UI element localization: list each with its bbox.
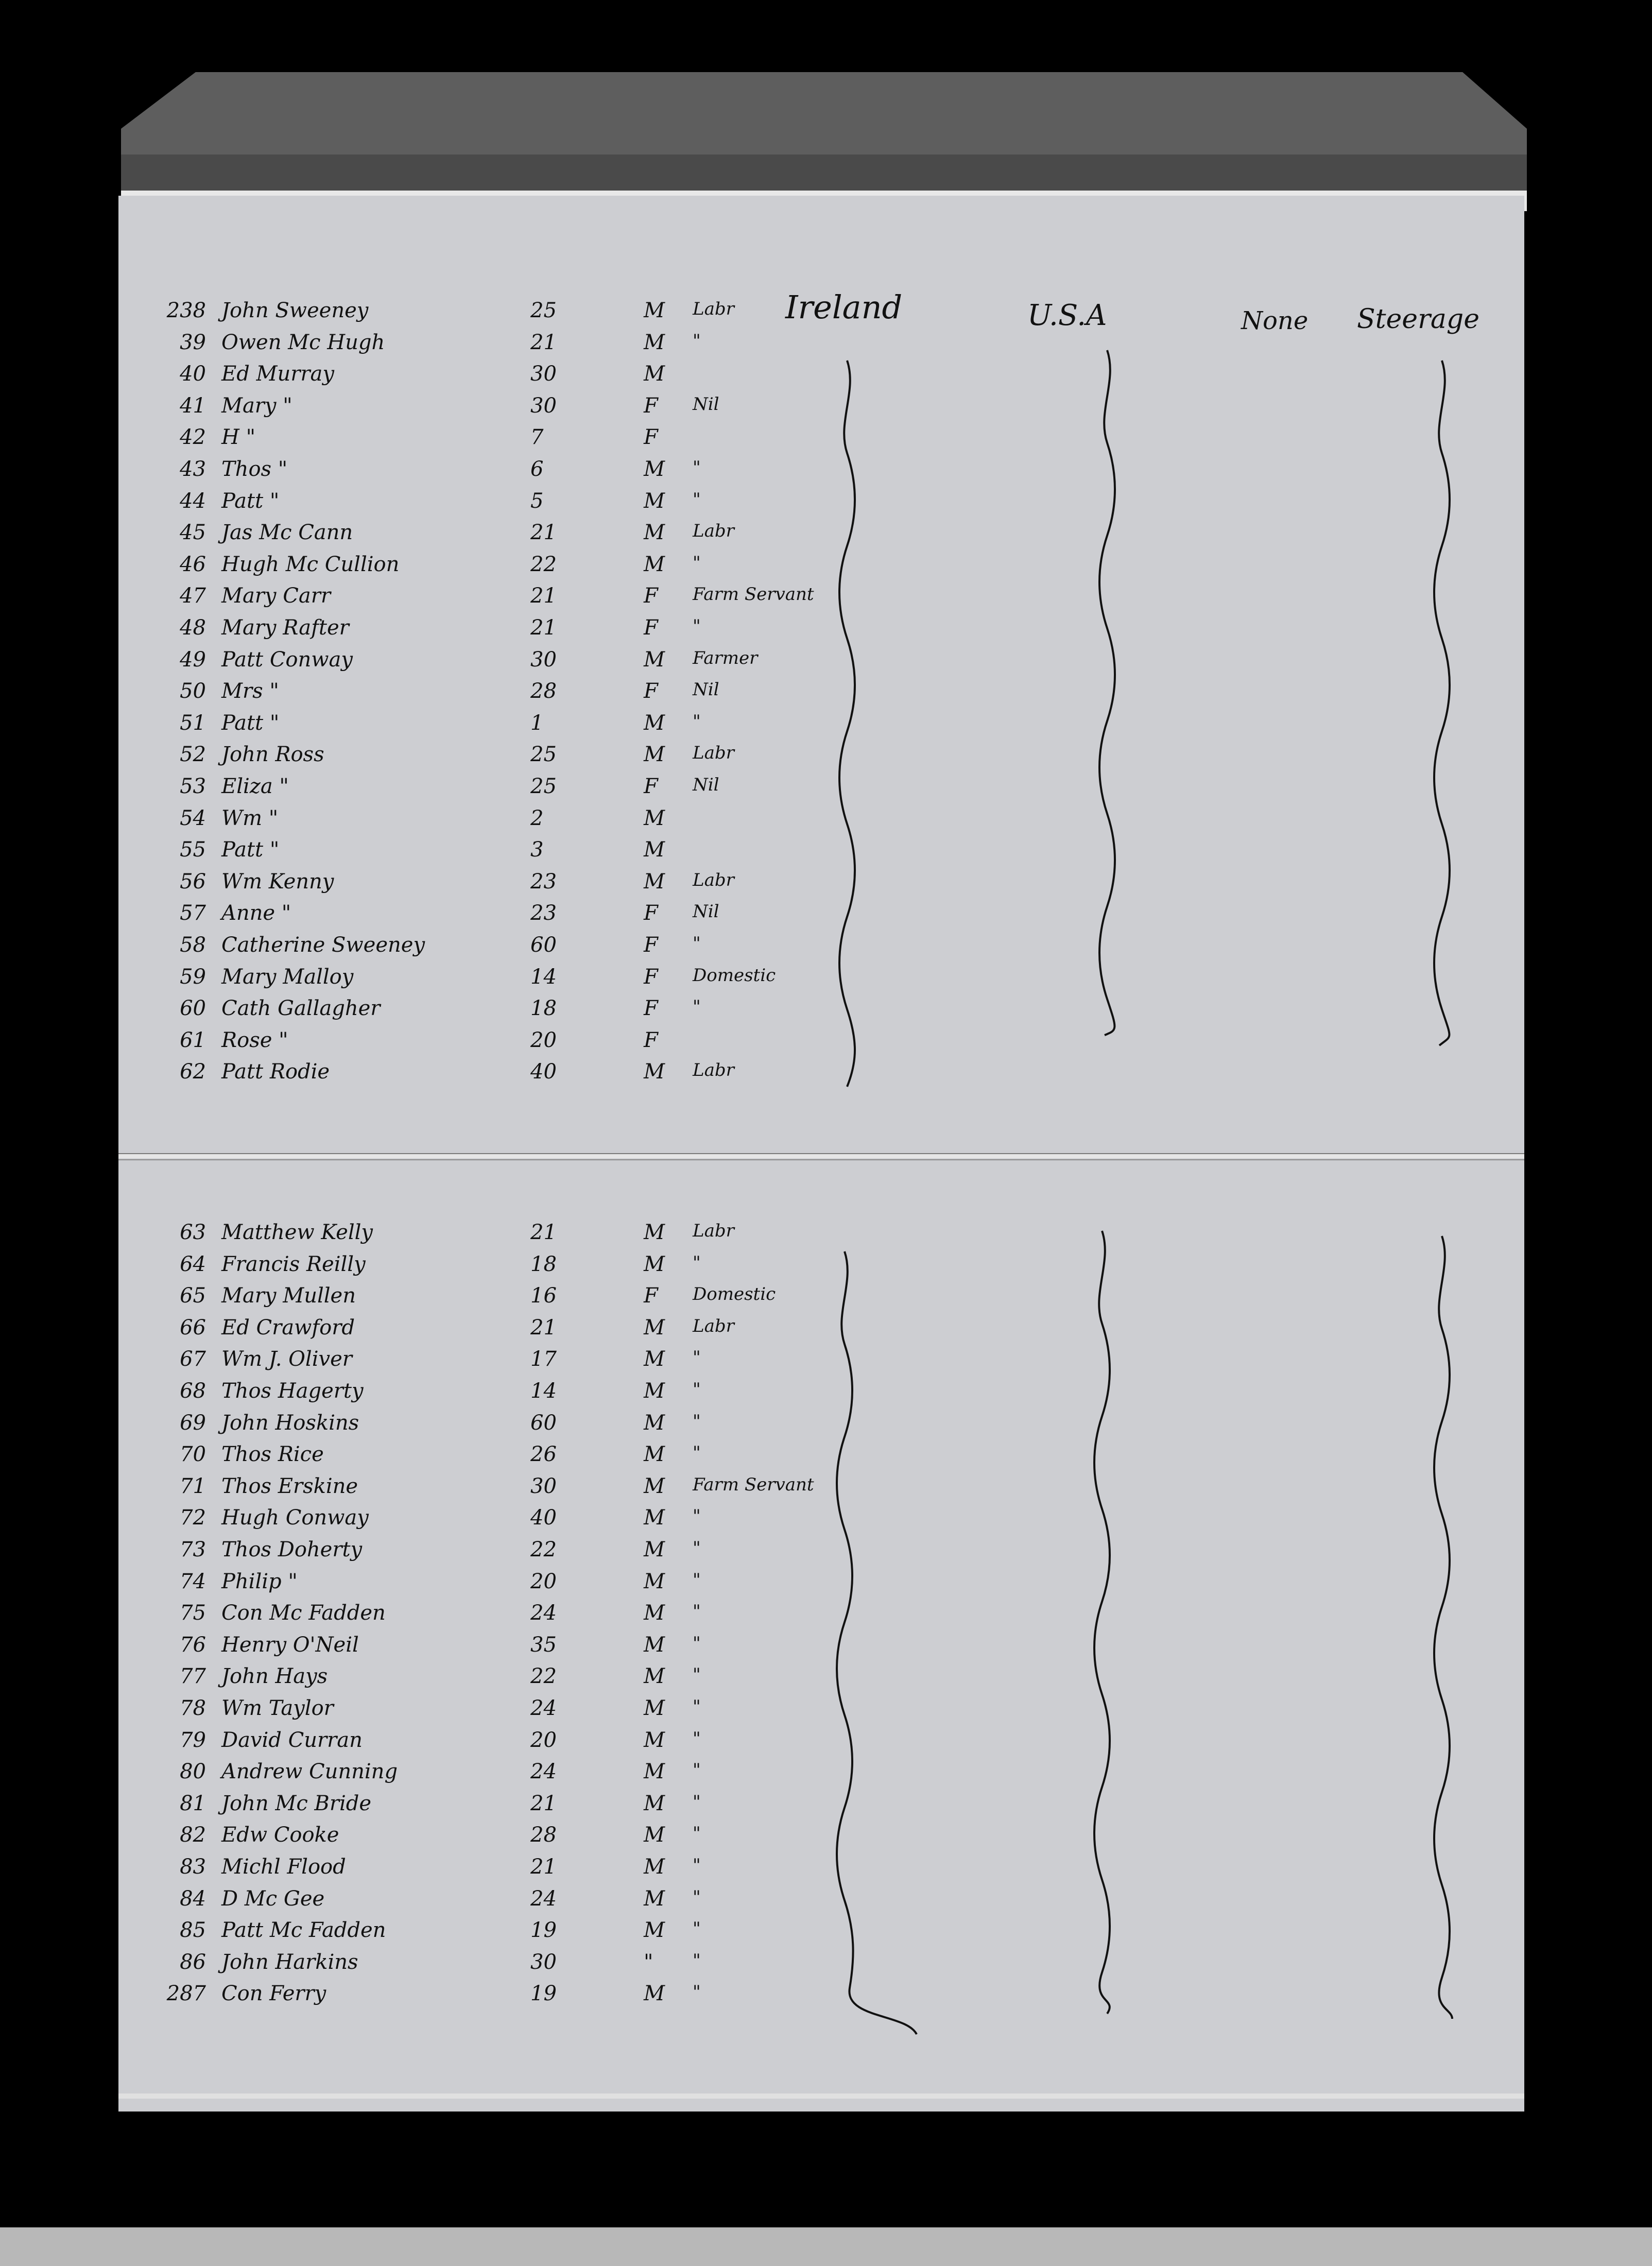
passenger-name: Con Ferry bbox=[221, 1982, 326, 2005]
list-item bbox=[149, 394, 819, 426]
passenger-occupation: " bbox=[693, 1950, 701, 1971]
passenger-sex: M bbox=[644, 1887, 665, 1911]
passenger-occupation: Labr bbox=[693, 870, 734, 890]
entry-number: 287 bbox=[166, 1982, 206, 2005]
passenger-occupation: Nil bbox=[693, 901, 719, 922]
entry-number: 83 bbox=[180, 1855, 206, 1879]
passenger-name: Thos Doherty bbox=[221, 1538, 363, 1561]
passenger-sex: M bbox=[644, 806, 665, 830]
entry-number: 77 bbox=[180, 1664, 206, 1688]
list-item bbox=[149, 838, 819, 870]
passenger-sex: M bbox=[644, 1823, 665, 1847]
passenger-sex: F bbox=[644, 775, 658, 798]
passenger-name: Andrew Cunning bbox=[221, 1760, 398, 1783]
passenger-occupation: " bbox=[693, 1347, 701, 1368]
passenger-age: 22 bbox=[530, 553, 557, 576]
passenger-name: John Mc Bride bbox=[221, 1792, 372, 1815]
passenger-occupation: " bbox=[693, 553, 701, 573]
list-item bbox=[149, 1855, 819, 1887]
passenger-name: Anne " bbox=[221, 901, 291, 925]
list-item bbox=[149, 1411, 819, 1443]
passenger-age: 22 bbox=[530, 1538, 557, 1561]
list-item bbox=[149, 299, 819, 331]
list-item bbox=[149, 1252, 819, 1284]
passenger-sex: M bbox=[644, 648, 665, 672]
passenger-age: 30 bbox=[530, 1950, 557, 1974]
passenger-age: 23 bbox=[530, 901, 557, 925]
list-item bbox=[149, 1664, 819, 1696]
passenger-occupation: " bbox=[693, 1443, 701, 1463]
list-item bbox=[149, 1221, 819, 1252]
list-item bbox=[149, 1823, 819, 1855]
list-item bbox=[149, 1728, 819, 1760]
entry-number: 74 bbox=[180, 1570, 206, 1593]
passenger-sex: M bbox=[644, 521, 665, 544]
passenger-name: Francis Reilly bbox=[221, 1252, 366, 1276]
passenger-sex: F bbox=[644, 679, 658, 703]
list-item bbox=[149, 1950, 819, 1982]
passenger-sex: M bbox=[644, 1570, 665, 1593]
passenger-sex: F bbox=[644, 965, 658, 989]
passenger-sex: M bbox=[644, 1060, 665, 1084]
list-item bbox=[149, 1538, 819, 1570]
passenger-name: Ed Crawford bbox=[221, 1316, 355, 1340]
passenger-name: Mary Malloy bbox=[221, 965, 354, 989]
passenger-occupation: Labr bbox=[693, 1221, 734, 1241]
passenger-sex: F bbox=[644, 997, 658, 1020]
passenger-sex: M bbox=[644, 1982, 665, 2005]
passenger-sex: " bbox=[644, 1950, 653, 1974]
passenger-age: 21 bbox=[530, 1855, 557, 1879]
passenger-sex: M bbox=[644, 362, 665, 386]
header-destination: U.S.A bbox=[1027, 299, 1107, 332]
passenger-name: Rose " bbox=[221, 1028, 288, 1052]
passenger-name: John Ross bbox=[221, 743, 324, 766]
passenger-occupation: Farmer bbox=[693, 648, 758, 668]
passenger-name: Wm Kenny bbox=[221, 870, 334, 894]
passenger-sex: M bbox=[644, 870, 665, 894]
passenger-name: Patt " bbox=[221, 711, 280, 735]
passenger-occupation: " bbox=[693, 1379, 701, 1400]
passenger-sex: M bbox=[644, 1792, 665, 1815]
entry-number: 63 bbox=[180, 1221, 206, 1244]
passenger-sex: M bbox=[644, 1918, 665, 1942]
list-item bbox=[149, 933, 819, 965]
passenger-age: 16 bbox=[530, 1284, 557, 1308]
list-item bbox=[149, 870, 819, 902]
entry-number: 39 bbox=[180, 331, 206, 354]
passenger-occupation: Farm Servant bbox=[693, 584, 814, 605]
list-item bbox=[149, 616, 819, 648]
passenger-sex: M bbox=[644, 1252, 665, 1276]
list-item bbox=[149, 775, 819, 806]
passenger-occupation: " bbox=[693, 997, 701, 1017]
passenger-sex: M bbox=[644, 1760, 665, 1783]
header-country: Ireland bbox=[785, 288, 903, 326]
passenger-age: 19 bbox=[530, 1982, 557, 2005]
passenger-sex: F bbox=[644, 584, 658, 608]
passenger-age: 40 bbox=[530, 1060, 557, 1084]
entry-number: 55 bbox=[180, 838, 206, 862]
list-item bbox=[149, 711, 819, 743]
passenger-occupation: Labr bbox=[693, 299, 734, 319]
passenger-name: John Hoskins bbox=[221, 1411, 359, 1435]
passenger-sex: M bbox=[644, 1316, 665, 1340]
passenger-name: H " bbox=[221, 425, 255, 449]
passenger-name: Patt " bbox=[221, 489, 280, 513]
entry-number: 84 bbox=[180, 1887, 206, 1911]
passenger-age: 26 bbox=[530, 1443, 557, 1466]
passenger-age: 24 bbox=[530, 1601, 557, 1625]
passenger-name: Eliza " bbox=[221, 775, 289, 798]
entry-number: 61 bbox=[180, 1028, 206, 1052]
passenger-name: Owen Mc Hugh bbox=[221, 331, 385, 354]
passenger-sex: M bbox=[644, 743, 665, 766]
entry-number: 81 bbox=[180, 1792, 206, 1815]
passenger-sex: M bbox=[644, 457, 665, 481]
passenger-age: 14 bbox=[530, 1379, 557, 1403]
entry-number: 60 bbox=[180, 997, 206, 1020]
list-item bbox=[149, 1379, 819, 1411]
entry-number: 51 bbox=[180, 711, 206, 735]
list-item bbox=[149, 1474, 819, 1506]
passenger-age: 25 bbox=[530, 299, 557, 322]
passenger-occupation: Nil bbox=[693, 679, 719, 700]
passenger-occupation: " bbox=[693, 1411, 701, 1432]
entry-number: 80 bbox=[180, 1760, 206, 1783]
entry-number: 40 bbox=[180, 362, 206, 386]
passenger-occupation: Domestic bbox=[693, 1284, 776, 1304]
passenger-name: Wm J. Oliver bbox=[221, 1347, 352, 1371]
list-item bbox=[149, 965, 819, 997]
passenger-name: John Sweeney bbox=[221, 299, 369, 322]
passenger-name: Wm Taylor bbox=[221, 1696, 334, 1720]
passenger-sex: M bbox=[644, 1379, 665, 1403]
passenger-sex: M bbox=[644, 1221, 665, 1244]
passenger-occupation: " bbox=[693, 616, 701, 637]
entry-number: 76 bbox=[180, 1633, 206, 1657]
passenger-occupation: " bbox=[693, 1252, 701, 1273]
passenger-name: Jas Mc Cann bbox=[221, 521, 353, 544]
list-item bbox=[149, 521, 819, 553]
passenger-age: 17 bbox=[530, 1347, 557, 1371]
passenger-sex: M bbox=[644, 1443, 665, 1466]
entry-number: 85 bbox=[180, 1918, 206, 1942]
list-item bbox=[149, 553, 819, 585]
passenger-occupation: " bbox=[693, 1760, 701, 1780]
entry-number: 58 bbox=[180, 933, 206, 957]
entry-number: 68 bbox=[180, 1379, 206, 1403]
list-item bbox=[149, 1887, 819, 1919]
passenger-name: Philip " bbox=[221, 1570, 298, 1593]
list-item bbox=[149, 1443, 819, 1474]
passenger-age: 60 bbox=[530, 1411, 557, 1435]
passenger-occupation: Domestic bbox=[693, 965, 776, 986]
entry-number: 69 bbox=[180, 1411, 206, 1435]
passenger-name: Mary Rafter bbox=[221, 616, 349, 640]
passenger-sex: M bbox=[644, 553, 665, 576]
passenger-occupation: " bbox=[693, 1696, 701, 1717]
passenger-occupation: " bbox=[693, 1506, 701, 1526]
passenger-name: Patt Rodie bbox=[221, 1060, 330, 1084]
passenger-age: 24 bbox=[530, 1887, 557, 1911]
list-item bbox=[149, 1570, 819, 1602]
entry-number: 59 bbox=[180, 965, 206, 989]
entry-number: 78 bbox=[180, 1696, 206, 1720]
passenger-age: 30 bbox=[530, 362, 557, 386]
passenger-occupation: " bbox=[693, 489, 701, 510]
list-item bbox=[149, 362, 819, 394]
passenger-occupation: Labr bbox=[693, 521, 734, 541]
passenger-age: 21 bbox=[530, 331, 557, 354]
passenger-age: 30 bbox=[530, 394, 557, 418]
list-item bbox=[149, 1284, 819, 1316]
passenger-age: 28 bbox=[530, 1823, 557, 1847]
passenger-sex: M bbox=[644, 1696, 665, 1720]
list-item bbox=[149, 1060, 819, 1092]
passenger-age: 20 bbox=[530, 1028, 557, 1052]
entry-number: 82 bbox=[180, 1823, 206, 1847]
entry-number: 52 bbox=[180, 743, 206, 766]
passenger-age: 18 bbox=[530, 1252, 557, 1276]
passenger-name: Michl Flood bbox=[221, 1855, 346, 1879]
header-class: Steerage bbox=[1357, 304, 1479, 335]
passenger-name: Cath Gallagher bbox=[221, 997, 381, 1020]
passenger-age: 24 bbox=[530, 1696, 557, 1720]
entry-number: 43 bbox=[180, 457, 206, 481]
entry-number: 50 bbox=[180, 679, 206, 703]
passenger-name: Hugh Conway bbox=[221, 1506, 369, 1530]
passenger-name: Patt Conway bbox=[221, 648, 353, 672]
passenger-age: 21 bbox=[530, 1792, 557, 1815]
passenger-occupation: Nil bbox=[693, 775, 719, 795]
passenger-age: 25 bbox=[530, 775, 557, 798]
list-item bbox=[149, 1792, 819, 1824]
passenger-name: Edw Cooke bbox=[221, 1823, 339, 1847]
entry-number: 238 bbox=[166, 299, 206, 322]
passenger-age: 24 bbox=[530, 1760, 557, 1783]
entry-number: 66 bbox=[180, 1316, 206, 1340]
list-item bbox=[149, 331, 819, 363]
passenger-name: John Harkins bbox=[221, 1950, 358, 1974]
passenger-name: Mary Mullen bbox=[221, 1284, 356, 1308]
passenger-age: 2 bbox=[530, 806, 544, 830]
passenger-occupation: " bbox=[693, 711, 701, 732]
passenger-occupation: " bbox=[693, 1982, 701, 2002]
passenger-occupation: " bbox=[693, 1664, 701, 1685]
list-item bbox=[149, 1316, 819, 1348]
passenger-name: Mary Carr bbox=[221, 584, 331, 608]
passenger-occupation: " bbox=[693, 1887, 701, 1908]
entry-number: 79 bbox=[180, 1728, 206, 1752]
passenger-sex: M bbox=[644, 1411, 665, 1435]
passenger-age: 30 bbox=[530, 1474, 557, 1498]
passenger-sex: M bbox=[644, 1538, 665, 1561]
list-item bbox=[149, 1760, 819, 1792]
passenger-sex: M bbox=[644, 1474, 665, 1498]
list-item bbox=[149, 1601, 819, 1633]
passenger-occupation: Labr bbox=[693, 1316, 734, 1336]
passenger-age: 25 bbox=[530, 743, 557, 766]
passenger-sex: F bbox=[644, 1284, 658, 1308]
passenger-age: 30 bbox=[530, 648, 557, 672]
entry-number: 75 bbox=[180, 1601, 206, 1625]
entry-number: 64 bbox=[180, 1252, 206, 1276]
passenger-occupation: Nil bbox=[693, 394, 719, 415]
passenger-occupation: " bbox=[693, 1601, 701, 1622]
passenger-age: 18 bbox=[530, 997, 557, 1020]
entry-number: 62 bbox=[180, 1060, 206, 1084]
passenger-occupation: " bbox=[693, 457, 701, 478]
passenger-name: Thos Rice bbox=[221, 1443, 324, 1466]
entry-number: 45 bbox=[180, 521, 206, 544]
passenger-name: John Hays bbox=[221, 1664, 328, 1688]
passenger-age: 6 bbox=[530, 457, 544, 481]
entry-number: 71 bbox=[180, 1474, 206, 1498]
entry-number: 72 bbox=[180, 1506, 206, 1530]
passenger-name: Matthew Kelly bbox=[221, 1221, 373, 1244]
list-item bbox=[149, 1918, 819, 1950]
list-item bbox=[149, 425, 819, 457]
passenger-occupation: " bbox=[693, 1823, 701, 1844]
entry-number: 73 bbox=[180, 1538, 206, 1561]
passenger-sex: M bbox=[644, 489, 665, 513]
list-item bbox=[149, 901, 819, 933]
list-item bbox=[149, 457, 819, 489]
passenger-name: Mary " bbox=[221, 394, 292, 418]
passenger-age: 21 bbox=[530, 521, 557, 544]
passenger-occupation: " bbox=[693, 1918, 701, 1939]
passenger-occupation: " bbox=[693, 1855, 701, 1876]
passenger-occupation: " bbox=[693, 1728, 701, 1749]
passenger-sex: M bbox=[644, 1633, 665, 1657]
passenger-name: Thos " bbox=[221, 457, 288, 481]
passenger-name: Patt " bbox=[221, 838, 280, 862]
entry-number: 46 bbox=[180, 553, 206, 576]
list-item bbox=[149, 743, 819, 775]
entry-number: 44 bbox=[180, 489, 206, 513]
passenger-name: Ed Murray bbox=[221, 362, 334, 386]
list-item bbox=[149, 1696, 819, 1728]
passenger-sex: M bbox=[644, 1664, 665, 1688]
passenger-age: 1 bbox=[530, 711, 544, 735]
list-item bbox=[149, 806, 819, 838]
passenger-sex: M bbox=[644, 711, 665, 735]
passenger-sex: F bbox=[644, 933, 658, 957]
passenger-age: 21 bbox=[530, 1316, 557, 1340]
passenger-age: 40 bbox=[530, 1506, 557, 1530]
passenger-name: Mrs " bbox=[221, 679, 279, 703]
passenger-name: Thos Erskine bbox=[221, 1474, 358, 1498]
passenger-name: Con Mc Fadden bbox=[221, 1601, 386, 1625]
passenger-age: 5 bbox=[530, 489, 544, 513]
passenger-name: David Curran bbox=[221, 1728, 363, 1752]
passenger-occupation: Labr bbox=[693, 1060, 734, 1080]
entry-number: 42 bbox=[180, 425, 206, 449]
list-item bbox=[149, 584, 819, 616]
list-item bbox=[149, 489, 819, 521]
list-item bbox=[149, 1633, 819, 1665]
list-item bbox=[149, 1028, 819, 1060]
entry-number: 65 bbox=[180, 1284, 206, 1308]
passenger-occupation: " bbox=[693, 933, 701, 954]
list-item bbox=[149, 1506, 819, 1538]
passenger-occupation: " bbox=[693, 1792, 701, 1812]
passenger-sex: M bbox=[644, 331, 665, 354]
passenger-sex: M bbox=[644, 1506, 665, 1530]
passenger-age: 19 bbox=[530, 1918, 557, 1942]
passenger-occupation: " bbox=[693, 1538, 701, 1558]
passenger-sex: F bbox=[644, 1028, 658, 1052]
passenger-age: 14 bbox=[530, 965, 557, 989]
passenger-name: Thos Hagerty bbox=[221, 1379, 364, 1403]
passenger-age: 21 bbox=[530, 616, 557, 640]
passenger-occupation: Labr bbox=[693, 743, 734, 763]
passenger-age: 35 bbox=[530, 1633, 557, 1657]
passenger-name: Catherine Sweeney bbox=[221, 933, 425, 957]
entry-number: 56 bbox=[180, 870, 206, 894]
passenger-age: 22 bbox=[530, 1664, 557, 1688]
entry-number: 54 bbox=[180, 806, 206, 830]
passenger-sex: M bbox=[644, 1347, 665, 1371]
list-item bbox=[149, 679, 819, 711]
passenger-age: 3 bbox=[530, 838, 544, 862]
passenger-sex: M bbox=[644, 838, 665, 862]
header-baggage: None bbox=[1241, 306, 1309, 335]
entry-number: 53 bbox=[180, 775, 206, 798]
entry-number: 49 bbox=[180, 648, 206, 672]
passenger-age: 60 bbox=[530, 933, 557, 957]
passenger-age: 20 bbox=[530, 1728, 557, 1752]
passenger-name: Henry O'Neil bbox=[221, 1633, 359, 1657]
entry-number: 67 bbox=[180, 1347, 206, 1371]
list-item bbox=[149, 1982, 819, 2014]
passenger-occupation: Farm Servant bbox=[693, 1474, 814, 1495]
passenger-name: D Mc Gee bbox=[221, 1887, 325, 1911]
passenger-age: 20 bbox=[530, 1570, 557, 1593]
passenger-age: 23 bbox=[530, 870, 557, 894]
passenger-age: 7 bbox=[530, 425, 544, 449]
list-item bbox=[149, 997, 819, 1028]
passenger-sex: M bbox=[644, 1728, 665, 1752]
passenger-occupation: " bbox=[693, 1570, 701, 1590]
entry-number: 47 bbox=[180, 584, 206, 608]
passenger-sex: M bbox=[644, 1855, 665, 1879]
passenger-sex: F bbox=[644, 901, 658, 925]
passenger-occupation: " bbox=[693, 331, 701, 351]
entry-number: 41 bbox=[180, 394, 206, 418]
passenger-name: Wm " bbox=[221, 806, 279, 830]
passenger-name: Patt Mc Fadden bbox=[221, 1918, 386, 1942]
passenger-name: Hugh Mc Cullion bbox=[221, 553, 400, 576]
passenger-sex: F bbox=[644, 616, 658, 640]
entry-number: 48 bbox=[180, 616, 206, 640]
list-item bbox=[149, 648, 819, 680]
entry-number: 70 bbox=[180, 1443, 206, 1466]
passenger-sex: F bbox=[644, 425, 658, 449]
passenger-sex: M bbox=[644, 299, 665, 322]
passenger-occupation: " bbox=[693, 1633, 701, 1654]
passenger-sex: M bbox=[644, 1601, 665, 1625]
entry-number: 57 bbox=[180, 901, 206, 925]
passenger-age: 28 bbox=[530, 679, 557, 703]
passenger-age: 21 bbox=[530, 584, 557, 608]
entry-number: 86 bbox=[180, 1950, 206, 1974]
passenger-sex: F bbox=[644, 394, 658, 418]
list-item bbox=[149, 1347, 819, 1379]
passenger-age: 21 bbox=[530, 1221, 557, 1244]
